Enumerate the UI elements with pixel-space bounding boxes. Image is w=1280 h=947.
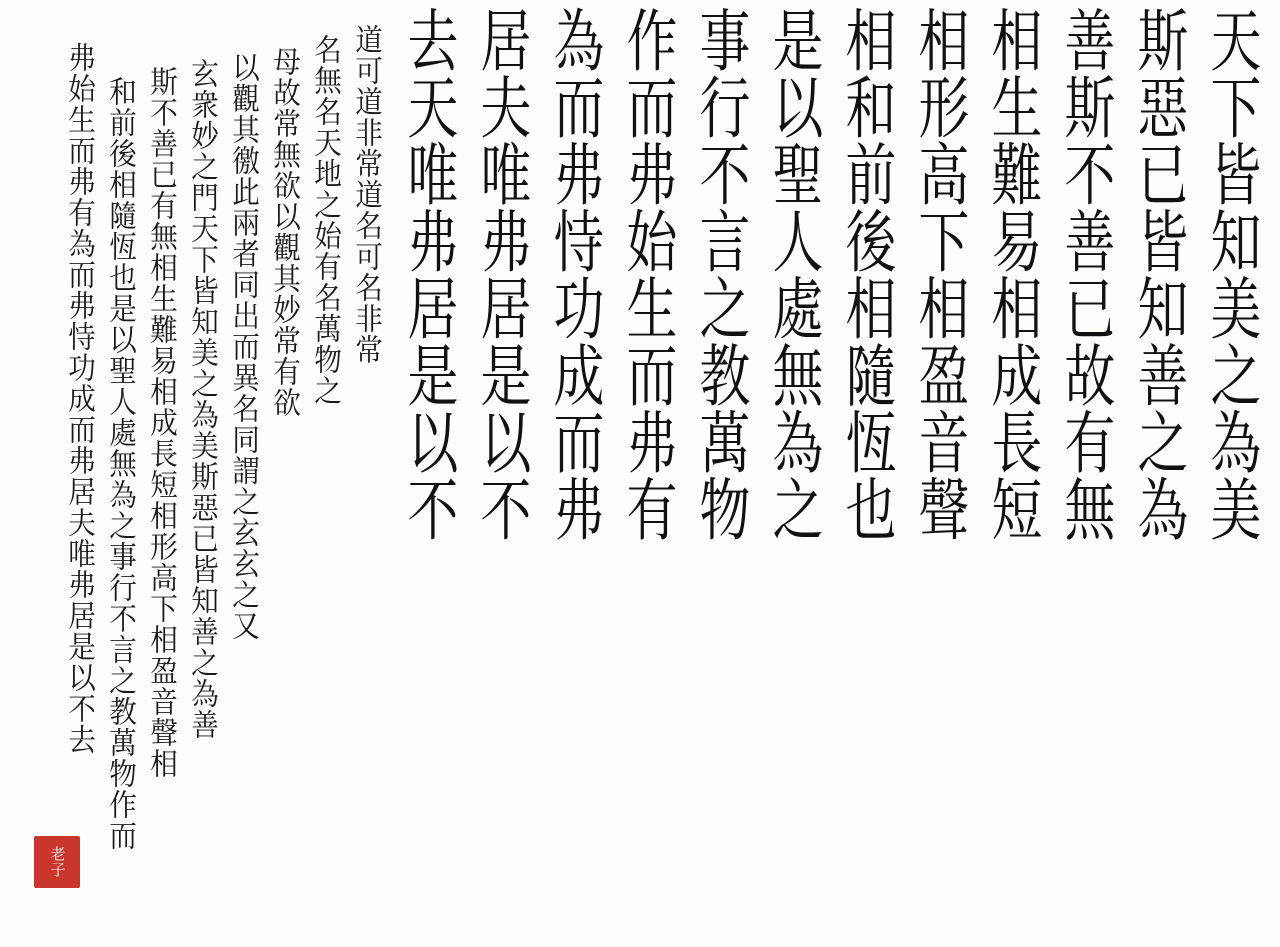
colophon-text: 斯不善已有無相生難易相成長短相形高下相盈音聲相 [145, 66, 178, 779]
colophon-text: 和前後相隨恆也是以聖人處無為之事行不言之教萬物作而 [104, 76, 137, 851]
seal-glyph: 之 [1137, 404, 1188, 484]
seal-glyph: 惡 [1137, 69, 1188, 149]
seal-glyph: 教 [699, 337, 750, 417]
seal-glyph: 人 [772, 203, 823, 283]
colophon-text: 弗始生而弗有為而弗恃功成而弗居夫唯弗居是以不去 [63, 42, 96, 755]
seal-glyph: 不 [480, 471, 531, 551]
colophon-column-5 [181, 6, 222, 936]
colophon-column-8 [58, 6, 99, 936]
seal-glyph: 不 [1064, 136, 1115, 216]
seal-glyph: 和 [845, 69, 896, 149]
seal-glyph: 唯 [407, 136, 458, 216]
colophon-text: 名無名天地之始有名萬物之 [309, 34, 342, 406]
seal-glyph: 無 [772, 337, 823, 417]
colophon-column-4 [222, 6, 263, 936]
seal-glyph: 弗 [480, 203, 531, 283]
seal-glyph: 皆 [1137, 203, 1188, 283]
seal-glyph: 天 [1210, 2, 1261, 82]
seal-column-9 [615, 2, 688, 941]
seal-glyph: 美 [1210, 270, 1261, 350]
seal-glyph: 居 [480, 270, 531, 350]
seal-glyph: 隨 [845, 337, 896, 417]
seal-glyph: 恆 [845, 404, 896, 484]
seal-glyph: 居 [480, 2, 531, 82]
seal-glyph: 功 [553, 270, 604, 350]
seal-glyph: 之 [772, 471, 823, 551]
seal-glyph: 萬 [699, 404, 750, 484]
seal-glyph: 而 [626, 337, 677, 417]
seal-glyph: 不 [407, 471, 458, 551]
seal-glyph: 不 [699, 136, 750, 216]
seal-glyph: 聲 [918, 471, 969, 551]
seal-glyph: 而 [553, 404, 604, 484]
seal-glyph: 是 [407, 337, 458, 417]
seal-glyph: 成 [991, 337, 1042, 417]
seal-glyph: 行 [699, 69, 750, 149]
seal-glyph: 為 [1137, 471, 1188, 551]
seal-glyph: 事 [699, 2, 750, 82]
seal-glyph: 以 [480, 404, 531, 484]
seal-glyph: 相 [918, 270, 969, 350]
seal-glyph: 居 [407, 270, 458, 350]
seal-glyph: 無 [1064, 471, 1115, 551]
seal-glyph: 善 [1064, 203, 1115, 283]
colophon-column-3 [263, 6, 304, 936]
seal-glyph: 處 [772, 270, 823, 350]
seal-glyph: 成 [553, 337, 604, 417]
seal-glyph: 以 [407, 404, 458, 484]
seal-glyph: 後 [845, 203, 896, 283]
seal-glyph: 始 [626, 203, 677, 283]
seal-glyph: 相 [845, 2, 896, 82]
seal-glyph: 斯 [1064, 69, 1115, 149]
seal-glyph: 善 [1137, 337, 1188, 417]
seal-glyph: 善 [1064, 2, 1115, 82]
seal-glyph: 為 [553, 2, 604, 82]
seal-glyph: 斯 [1137, 2, 1188, 82]
seal-glyph: 也 [845, 471, 896, 551]
seal-glyph: 下 [1210, 69, 1261, 149]
seal-column-12 [396, 2, 469, 941]
seal-glyph: 盈 [918, 337, 969, 417]
seal-glyph: 知 [1210, 203, 1261, 283]
seal-glyph: 天 [407, 69, 458, 149]
colophon-text: 以觀其徼此兩者同出而異名同謂之玄玄之又 [227, 52, 260, 641]
colophon-text: 道可道非常道名可名非常 [350, 24, 383, 365]
seal-glyph: 相 [918, 2, 969, 82]
seal-column-11 [469, 2, 542, 941]
seal-column-2 [1126, 2, 1199, 941]
seal-glyph: 美 [1210, 471, 1261, 551]
seal-column-7 [761, 2, 834, 941]
seal-glyph: 下 [918, 203, 969, 283]
seal-column-6 [834, 2, 907, 941]
seal-glyph: 去 [407, 2, 458, 82]
seal-glyph: 知 [1137, 270, 1188, 350]
seal-glyph: 以 [772, 69, 823, 149]
seal-glyph: 恃 [553, 203, 604, 283]
seal-glyph: 前 [845, 136, 896, 216]
seal-glyph: 相 [991, 2, 1042, 82]
seal-glyph: 弗 [407, 203, 458, 283]
seal-column-10 [542, 2, 615, 941]
artist-seal-stamp: 老子 [34, 836, 80, 888]
seal-glyph: 短 [991, 471, 1042, 551]
colophon-column-1 [345, 6, 386, 936]
seal-script-body [396, 2, 1272, 941]
seal-glyph: 相 [845, 270, 896, 350]
seal-glyph: 形 [918, 69, 969, 149]
seal-glyph: 而 [626, 69, 677, 149]
seal-glyph: 之 [1210, 337, 1261, 417]
seal-glyph: 物 [699, 471, 750, 551]
seal-glyph: 弗 [553, 136, 604, 216]
colophon-block [58, 6, 386, 941]
colophon-column-2 [304, 6, 345, 936]
seal-glyph: 相 [991, 270, 1042, 350]
seal-glyph: 已 [1137, 136, 1188, 216]
seal-glyph: 聖 [772, 136, 823, 216]
seal-glyph: 之 [699, 270, 750, 350]
seal-glyph: 弗 [553, 471, 604, 551]
seal-column-1 [1199, 2, 1272, 941]
seal-glyph: 難 [991, 136, 1042, 216]
seal-glyph: 皆 [1210, 136, 1261, 216]
seal-glyph: 生 [626, 270, 677, 350]
seal-glyph: 為 [1210, 404, 1261, 484]
colophon-text: 玄衆妙之門天下皆知美之為美斯惡已皆知善之為善 [186, 58, 219, 740]
seal-column-4 [980, 2, 1053, 941]
seal-glyph: 易 [991, 203, 1042, 283]
seal-glyph: 弗 [626, 404, 677, 484]
seal-glyph: 音 [918, 404, 969, 484]
seal-glyph: 為 [772, 404, 823, 484]
seal-glyph: 而 [553, 69, 604, 149]
seal-column-3 [1053, 2, 1126, 941]
seal-glyph: 已 [1064, 270, 1115, 350]
colophon-column-6 [140, 6, 181, 936]
seal-glyph: 高 [918, 136, 969, 216]
seal-column-8 [688, 2, 761, 941]
seal-glyph: 唯 [480, 136, 531, 216]
seal-column-5 [907, 2, 980, 941]
seal-stamp-wrapper [34, 836, 80, 888]
seal-glyph: 弗 [626, 136, 677, 216]
seal-glyph: 故 [1064, 337, 1115, 417]
colophon-text: 母故常無欲以觀其妙常有欲 [268, 46, 301, 418]
seal-glyph: 生 [991, 69, 1042, 149]
seal-glyph: 作 [626, 2, 677, 82]
seal-glyph: 是 [772, 2, 823, 82]
seal-glyph: 言 [699, 203, 750, 283]
seal-glyph: 夫 [480, 69, 531, 149]
colophon-column-7 [99, 6, 140, 936]
seal-glyph: 有 [626, 471, 677, 551]
seal-glyph: 是 [480, 337, 531, 417]
seal-glyph: 長 [991, 404, 1042, 484]
seal-glyph: 有 [1064, 404, 1115, 484]
